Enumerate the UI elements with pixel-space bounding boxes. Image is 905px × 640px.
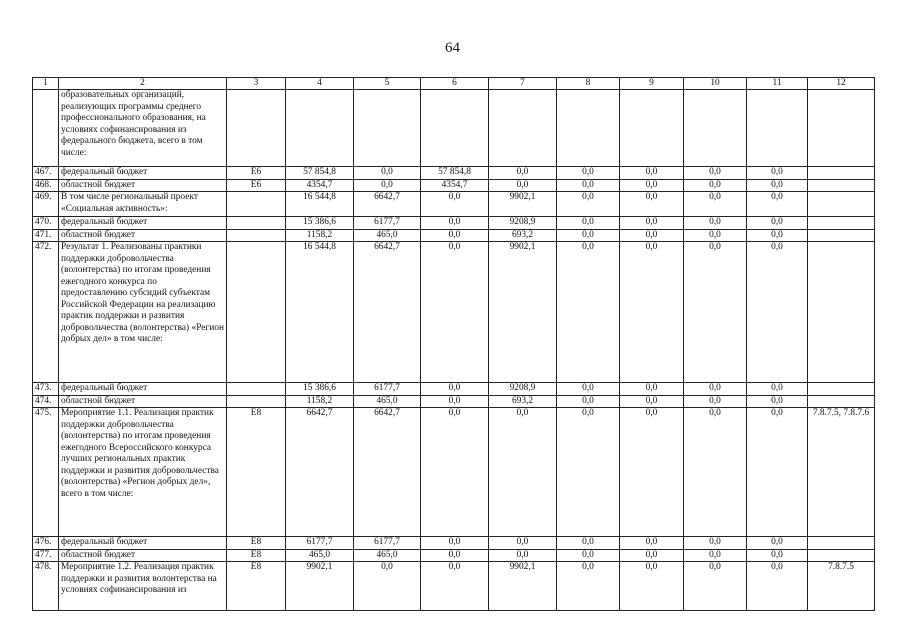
value-2021: 9902,1 [489, 562, 557, 611]
value-2020: 0,0 [421, 537, 489, 550]
value-2025: 0,0 [747, 383, 808, 396]
value-2022: 0,0 [557, 217, 620, 230]
table-row [33, 167, 875, 180]
value-2020: 4354,7 [421, 179, 489, 192]
value-2019: 6177,7 [354, 383, 421, 396]
total-value [286, 90, 354, 167]
value-2019: 0,0 [354, 167, 421, 180]
total-value: 4354,7 [286, 179, 354, 192]
table-row [33, 90, 875, 167]
value-2025: 0,0 [747, 217, 808, 230]
value-2025: 0,0 [747, 408, 808, 537]
row-index [33, 90, 59, 167]
value-2024: 0,0 [684, 537, 747, 550]
value-2025: 0,0 [747, 562, 808, 611]
budget-code: Е8 [227, 562, 286, 611]
value-2025: 0,0 [747, 395, 808, 408]
value-2023: 0,0 [620, 192, 684, 217]
budget-code [227, 90, 286, 167]
budget-code: Е6 [227, 167, 286, 180]
item-name: Результат 1. Реализованы практики поддержки добровольчества (волонтерства) по итогам проведения ежегодного конкурса по предоставлению субсидий субъектам Российской Федерации на реализацию практик поддержки и развития добровольчества (волонтерства) «Регион добрых дел» в том числе: [59, 242, 227, 383]
total-value: 15 386,6 [286, 217, 354, 230]
row-index: 475. [33, 408, 59, 537]
value-2022: 0,0 [557, 395, 620, 408]
value-2024: 0,0 [684, 242, 747, 383]
item-name: федеральный бюджет [59, 383, 227, 396]
table-row [33, 549, 875, 562]
total-value: 6642,7 [286, 408, 354, 537]
value-2021: 9208,9 [489, 217, 557, 230]
value-2022: 0,0 [557, 179, 620, 192]
table-row [33, 537, 875, 550]
budget-code [227, 383, 286, 396]
value-2019: 6642,7 [354, 192, 421, 217]
row-index: 478. [33, 562, 59, 611]
value-2024: 0,0 [684, 192, 747, 217]
value-2022: 0,0 [557, 229, 620, 242]
value-2020: 0,0 [421, 192, 489, 217]
value-2019: 465,0 [354, 395, 421, 408]
row-index: 477. [33, 549, 59, 562]
value-2020: 0,0 [421, 229, 489, 242]
indicator-ref: 7.8.7.5 [808, 562, 875, 611]
value-2020: 0,0 [421, 408, 489, 537]
value-2023: 0,0 [620, 217, 684, 230]
column-header: 6 [421, 78, 489, 90]
value-2021: 9208,9 [489, 383, 557, 396]
column-header: 3 [227, 78, 286, 90]
value-2021: 0,0 [489, 167, 557, 180]
table-row [33, 242, 875, 383]
total-value: 15 386,6 [286, 383, 354, 396]
value-2019: 6642,7 [354, 408, 421, 537]
value-2022: 0,0 [557, 167, 620, 180]
value-2024: 0,0 [684, 395, 747, 408]
value-2023: 0,0 [620, 242, 684, 383]
value-2025: 0,0 [747, 179, 808, 192]
total-value: 9902,1 [286, 562, 354, 611]
item-name: федеральный бюджет [59, 537, 227, 550]
budget-table [32, 77, 875, 611]
value-2022: 0,0 [557, 537, 620, 550]
value-2022 [557, 90, 620, 167]
table-row [33, 179, 875, 192]
value-2024: 0,0 [684, 217, 747, 230]
table-row [33, 408, 875, 537]
budget-code [227, 395, 286, 408]
value-2020: 57 854,8 [421, 167, 489, 180]
column-header: 4 [286, 78, 354, 90]
value-2025: 0,0 [747, 537, 808, 550]
item-name: образовательных организаций, реализующих программы среднего профессионального образования, на условиях софинансирования из федерального бюджета, всего в том числе: [59, 90, 227, 167]
value-2022: 0,0 [557, 562, 620, 611]
indicator-ref [808, 192, 875, 217]
table-row [33, 217, 875, 230]
value-2024: 0,0 [684, 229, 747, 242]
item-name: федеральный бюджет [59, 167, 227, 180]
value-2023: 0,0 [620, 179, 684, 192]
row-index: 471. [33, 229, 59, 242]
item-name: федеральный бюджет [59, 217, 227, 230]
value-2021: 693,2 [489, 395, 557, 408]
column-header: 7 [489, 78, 557, 90]
item-name: Мероприятие 1.2. Реализация практик поддержки и развития волонтерства на условиях софинансирования из [59, 562, 227, 611]
value-2020: 0,0 [421, 395, 489, 408]
item-name: В том числе региональный проект «Социальная активность»: [59, 192, 227, 217]
value-2019: 0,0 [354, 179, 421, 192]
budget-code: Е6 [227, 179, 286, 192]
indicator-ref [808, 179, 875, 192]
value-2020 [421, 90, 489, 167]
value-2022: 0,0 [557, 242, 620, 383]
budget-code [227, 242, 286, 383]
value-2023: 0,0 [620, 408, 684, 537]
value-2019: 6177,7 [354, 217, 421, 230]
table-row [33, 562, 875, 611]
row-index: 469. [33, 192, 59, 217]
value-2023: 0,0 [620, 229, 684, 242]
item-name: Мероприятие 1.1. Реализация практик поддержки добровольчества (волонтерства) по итогам проведения ежегодного Всероссийского конкурса лучших региональных практик поддержки и развития добровольчества (волонтерства) «Регион добрых дел», всего в том числе: [59, 408, 227, 537]
total-value: 465,0 [286, 549, 354, 562]
column-header: 12 [808, 78, 875, 90]
budget-code [227, 229, 286, 242]
value-2021: 9902,1 [489, 242, 557, 383]
table-row [33, 192, 875, 217]
value-2022: 0,0 [557, 549, 620, 562]
value-2021 [489, 90, 557, 167]
item-name: областной бюджет [59, 549, 227, 562]
budget-code [227, 192, 286, 217]
value-2021: 0,0 [489, 179, 557, 192]
value-2025: 0,0 [747, 549, 808, 562]
value-2020: 0,0 [421, 549, 489, 562]
value-2022: 0,0 [557, 192, 620, 217]
value-2024: 0,0 [684, 167, 747, 180]
table-row [33, 383, 875, 396]
indicator-ref [808, 229, 875, 242]
budget-code: Е8 [227, 537, 286, 550]
budget-code: Е8 [227, 549, 286, 562]
indicator-ref [808, 90, 875, 167]
page-number: 64 [445, 40, 460, 56]
value-2023: 0,0 [620, 549, 684, 562]
item-name: областной бюджет [59, 229, 227, 242]
total-value: 1158,2 [286, 229, 354, 242]
value-2021: 693,2 [489, 229, 557, 242]
value-2023: 0,0 [620, 383, 684, 396]
budget-code [227, 217, 286, 230]
value-2019: 6642,7 [354, 242, 421, 383]
value-2019: 6177,7 [354, 537, 421, 550]
value-2023: 0,0 [620, 537, 684, 550]
column-header: 2 [59, 78, 227, 90]
value-2023: 0,0 [620, 167, 684, 180]
indicator-ref [808, 217, 875, 230]
value-2024: 0,0 [684, 179, 747, 192]
value-2025: 0,0 [747, 192, 808, 217]
value-2021: 9902,1 [489, 192, 557, 217]
value-2024: 0,0 [684, 383, 747, 396]
value-2024 [684, 90, 747, 167]
column-header: 5 [354, 78, 421, 90]
indicator-ref [808, 383, 875, 396]
total-value: 16 544,8 [286, 192, 354, 217]
value-2019: 465,0 [354, 229, 421, 242]
column-header: 8 [557, 78, 620, 90]
value-2025: 0,0 [747, 167, 808, 180]
value-2025: 0,0 [747, 242, 808, 383]
item-name: областной бюджет [59, 179, 227, 192]
column-header: 1 [33, 78, 59, 90]
value-2022: 0,0 [557, 383, 620, 396]
column-header: 10 [684, 78, 747, 90]
value-2022: 0,0 [557, 408, 620, 537]
value-2019 [354, 90, 421, 167]
table-row [33, 395, 875, 408]
row-index: 472. [33, 242, 59, 383]
row-index: 476. [33, 537, 59, 550]
header-row [33, 78, 875, 90]
value-2020: 0,0 [421, 217, 489, 230]
value-2020: 0,0 [421, 242, 489, 383]
indicator-ref [808, 167, 875, 180]
budget-code: Е8 [227, 408, 286, 537]
row-index: 470. [33, 217, 59, 230]
value-2021: 0,0 [489, 537, 557, 550]
table-row [33, 229, 875, 242]
indicator-ref: 7.8.7.5, 7.8.7.6 [808, 408, 875, 537]
value-2019: 465,0 [354, 549, 421, 562]
indicator-ref [808, 395, 875, 408]
total-value: 57 854,8 [286, 167, 354, 180]
value-2021: 0,0 [489, 549, 557, 562]
value-2024: 0,0 [684, 408, 747, 537]
value-2023: 0,0 [620, 395, 684, 408]
row-index: 474. [33, 395, 59, 408]
value-2023 [620, 90, 684, 167]
value-2023: 0,0 [620, 562, 684, 611]
value-2024: 0,0 [684, 562, 747, 611]
value-2020: 0,0 [421, 383, 489, 396]
value-2025 [747, 90, 808, 167]
row-index: 473. [33, 383, 59, 396]
total-value: 6177,7 [286, 537, 354, 550]
column-header: 11 [747, 78, 808, 90]
indicator-ref [808, 549, 875, 562]
value-2020: 0,0 [421, 562, 489, 611]
row-index: 468. [33, 179, 59, 192]
total-value: 1158,2 [286, 395, 354, 408]
item-name: областной бюджет [59, 395, 227, 408]
row-index: 467. [33, 167, 59, 180]
table-body [33, 90, 875, 611]
value-2025: 0,0 [747, 229, 808, 242]
total-value: 16 544,8 [286, 242, 354, 383]
value-2021: 0,0 [489, 408, 557, 537]
indicator-ref [808, 537, 875, 550]
indicator-ref [808, 242, 875, 383]
value-2019: 0,0 [354, 562, 421, 611]
column-header: 9 [620, 78, 684, 90]
value-2024: 0,0 [684, 549, 747, 562]
